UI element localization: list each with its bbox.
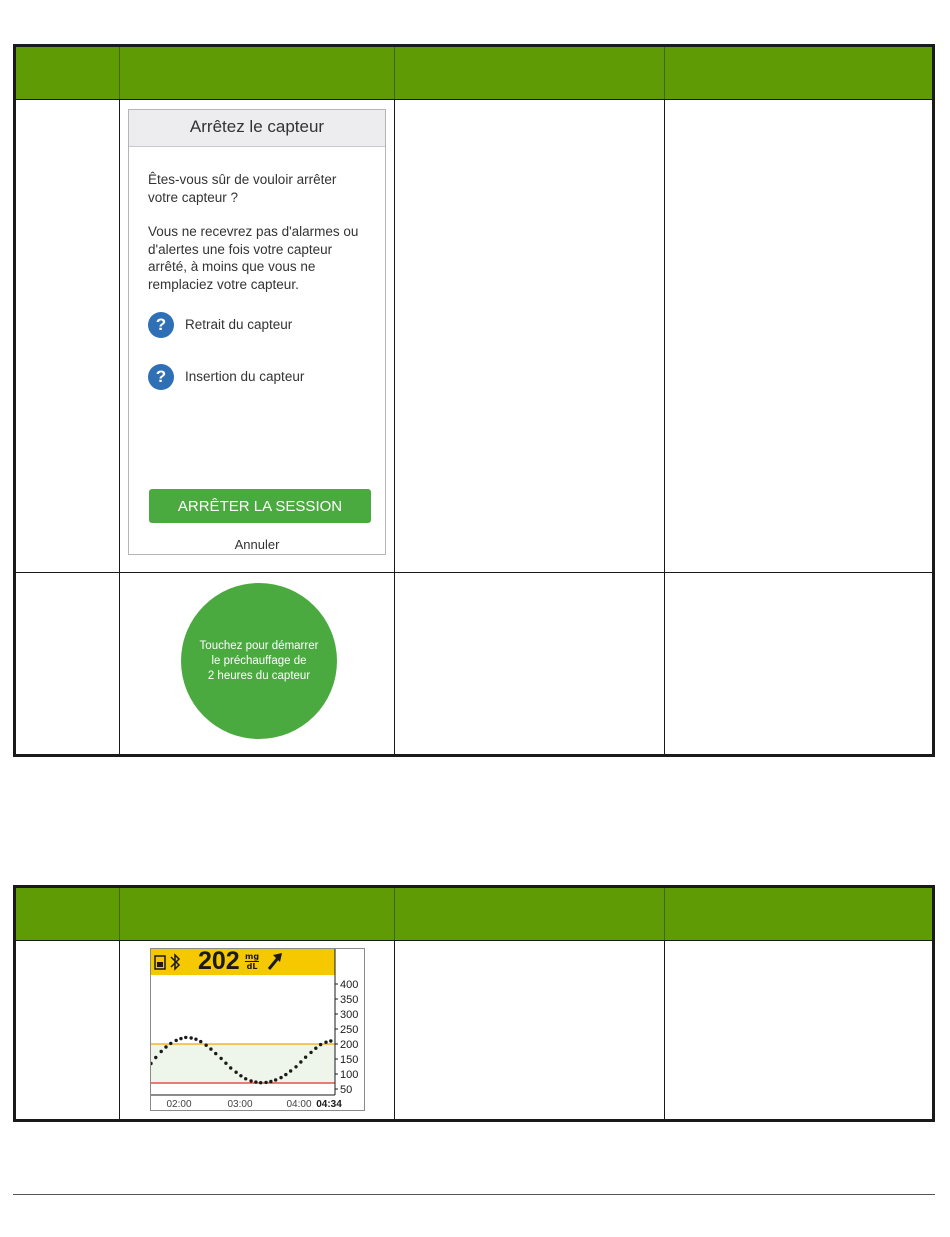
table-cell	[16, 573, 120, 754]
glucose-point	[239, 1074, 242, 1077]
glucose-point	[304, 1056, 307, 1059]
header-cell	[120, 888, 395, 940]
glucose-point	[184, 1036, 187, 1039]
glucose-point	[314, 1047, 317, 1050]
y-tick-label: 400	[340, 979, 359, 991]
table-cell	[395, 100, 665, 572]
dialog-warning: Vous ne recevrez pas d'alarmes ou d'alertes une fois votre capteur arrêté, à moins que vous ne remplaciez votre capteur.	[148, 224, 359, 292]
warmup-line-2: le préchauffage de	[211, 654, 307, 667]
header-cell	[120, 47, 395, 99]
header-cell	[665, 47, 932, 99]
x-tick-label: 03:00	[227, 1099, 253, 1110]
header-cell	[16, 888, 120, 940]
stop-session-button[interactable]: ARRÊTER LA SESSION	[149, 489, 371, 523]
table-row	[16, 940, 932, 1119]
help-item-label: Retrait du capteur	[185, 317, 293, 333]
glucose-point	[224, 1062, 227, 1065]
y-tick-label: 350	[340, 994, 359, 1006]
glucose-point	[229, 1066, 232, 1069]
glucose-point	[309, 1051, 312, 1054]
warmup-line-1: Touchez pour démarrer	[199, 639, 319, 652]
table-row	[16, 99, 932, 572]
glucose-point	[234, 1071, 237, 1074]
glucose-point	[259, 1081, 262, 1084]
glucose-point	[274, 1078, 277, 1081]
header-cell	[395, 888, 665, 940]
table-cell	[120, 100, 395, 572]
glucose-point	[254, 1080, 257, 1083]
table-cell	[665, 573, 932, 754]
cancel-link[interactable]: Annuler	[234, 537, 280, 552]
help-item-sensor-removal[interactable]	[148, 311, 367, 339]
glucose-point	[329, 1039, 332, 1042]
glucose-point	[289, 1069, 292, 1072]
glucose-point	[249, 1079, 252, 1082]
glucose-point	[294, 1065, 297, 1068]
x-tick-label: 02:00	[166, 1099, 192, 1110]
glucose-point	[194, 1038, 197, 1041]
table-cell	[665, 100, 932, 572]
dialog-question: Êtes-vous sûr de vouloir arrêter votre capteur ?	[148, 172, 337, 205]
glucose-point	[324, 1041, 327, 1044]
y-tick-label: 150	[340, 1054, 359, 1066]
footer-divider	[13, 1194, 935, 1195]
table-1-header	[16, 47, 932, 99]
glucose-point	[164, 1045, 167, 1048]
header-cell	[16, 47, 120, 99]
glucose-unit: mg dL	[245, 952, 260, 971]
glucose-trend-chart	[151, 949, 364, 1110]
y-tick-label: 250	[340, 1024, 359, 1036]
glucose-point	[209, 1047, 212, 1050]
glucose-point	[299, 1060, 302, 1063]
glucose-point	[214, 1052, 217, 1055]
table-row	[16, 572, 932, 754]
table-cell	[16, 941, 120, 1119]
glucose-point	[284, 1073, 287, 1076]
receiver-screen	[150, 948, 365, 1111]
header-cell	[395, 47, 665, 99]
start-warmup-button[interactable]	[181, 583, 337, 739]
question-mark-icon: ?	[148, 312, 174, 338]
help-item-label: Insertion du capteur	[185, 369, 305, 385]
dialog-title: Arrêtez le capteur	[129, 110, 385, 147]
y-tick-label: 200	[340, 1039, 359, 1051]
warmup-line-3: 2 heures du capteur	[207, 669, 311, 682]
table-cell	[395, 573, 665, 754]
table-2-header	[16, 888, 932, 940]
x-tick-label: 04:34	[316, 1099, 342, 1110]
glucose-point	[264, 1081, 267, 1084]
table-1	[13, 44, 935, 757]
y-tick-label: 50	[340, 1084, 353, 1096]
glucose-point	[189, 1036, 192, 1039]
stop-sensor-dialog	[128, 109, 386, 555]
glucose-point	[154, 1056, 157, 1059]
glucose-point	[204, 1044, 207, 1047]
glucose-point	[279, 1076, 282, 1079]
glucose-point	[219, 1057, 222, 1060]
table-cell	[395, 941, 665, 1119]
table-cell	[120, 941, 395, 1119]
question-mark-icon: ?	[148, 364, 174, 390]
help-item-sensor-insertion[interactable]	[148, 363, 367, 391]
table-cell	[16, 100, 120, 572]
glucose-value: 202	[198, 947, 240, 975]
table-2	[13, 885, 935, 1122]
glucose-point	[199, 1040, 202, 1043]
target-range-band	[151, 1044, 335, 1083]
glucose-point	[174, 1039, 177, 1042]
glucose-point	[269, 1080, 272, 1083]
glucose-point	[179, 1037, 182, 1040]
table-cell	[120, 573, 395, 754]
x-tick-label: 04:00	[286, 1099, 312, 1110]
table-cell	[665, 941, 932, 1119]
header-cell	[665, 888, 932, 940]
glucose-point	[169, 1042, 172, 1045]
y-tick-label: 300	[340, 1009, 359, 1021]
y-tick-label: 100	[340, 1069, 359, 1081]
glucose-point	[244, 1077, 247, 1080]
glucose-point	[159, 1050, 162, 1053]
glucose-point	[319, 1043, 322, 1046]
